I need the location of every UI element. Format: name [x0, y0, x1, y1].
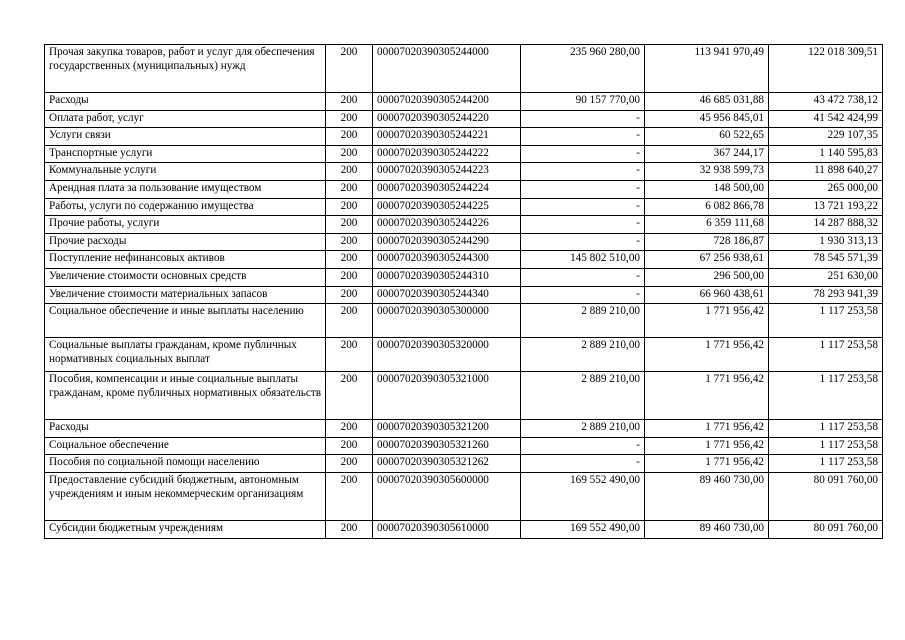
row-executed-amount-cell: 1 771 956,42 [645, 420, 769, 438]
row-classification-code-cell: 00007020390305244223 [373, 163, 521, 181]
row-name-cell: Работы, услуги по содержанию имущества [45, 198, 326, 216]
row-line-code-cell: 200 [326, 145, 373, 163]
row-approved-amount-cell: - [521, 145, 645, 163]
row-name-cell: Предоставление субсидий бюджетным, автономным учреждениям и иным некоммерческим организациям [45, 472, 326, 520]
row-line-code-cell: 200 [326, 216, 373, 234]
table-row [45, 93, 883, 111]
row-executed-amount-cell: 32 938 599,73 [645, 163, 769, 181]
row-approved-amount-cell: 2 889 210,00 [521, 338, 645, 372]
row-classification-code-cell: 00007020390305244290 [373, 233, 521, 251]
row-remaining-amount-cell: 78 545 571,39 [769, 251, 883, 269]
row-name-cell: Пособия по социальной помощи населению [45, 455, 326, 473]
row-remaining-amount-cell: 1 117 253,58 [769, 420, 883, 438]
row-remaining-amount-cell: 251 630,00 [769, 268, 883, 286]
row-classification-code-cell: 00007020390305321260 [373, 437, 521, 455]
row-name-cell: Прочая закупка товаров, работ и услуг для обеспечения государственных (муниципальных) нужд [45, 45, 326, 93]
row-approved-amount-cell: 2 889 210,00 [521, 304, 645, 338]
row-line-code-cell: 200 [326, 472, 373, 520]
row-approved-amount-cell: - [521, 198, 645, 216]
row-executed-amount-cell: 89 460 730,00 [645, 520, 769, 538]
table-row [45, 198, 883, 216]
row-name-cell: Оплата работ, услуг [45, 110, 326, 128]
table-row [45, 437, 883, 455]
row-classification-code-cell: 00007020390305321200 [373, 420, 521, 438]
row-approved-amount-cell: - [521, 455, 645, 473]
row-executed-amount-cell: 1 771 956,42 [645, 437, 769, 455]
row-line-code-cell: 200 [326, 520, 373, 538]
row-executed-amount-cell: 1 771 956,42 [645, 338, 769, 372]
row-line-code-cell: 200 [326, 420, 373, 438]
table-row [45, 268, 883, 286]
row-line-code-cell: 200 [326, 455, 373, 473]
row-classification-code-cell: 00007020390305244340 [373, 286, 521, 304]
row-approved-amount-cell: - [521, 286, 645, 304]
row-approved-amount-cell: 2 889 210,00 [521, 372, 645, 420]
row-name-cell: Транспортные услуги [45, 145, 326, 163]
row-name-cell: Социальное обеспечение [45, 437, 326, 455]
row-classification-code-cell: 00007020390305244221 [373, 128, 521, 146]
row-approved-amount-cell: - [521, 233, 645, 251]
row-remaining-amount-cell: 13 721 193,22 [769, 198, 883, 216]
row-classification-code-cell: 00007020390305244310 [373, 268, 521, 286]
table-row [45, 286, 883, 304]
row-classification-code-cell: 00007020390305300000 [373, 304, 521, 338]
row-executed-amount-cell: 367 244,17 [645, 145, 769, 163]
row-approved-amount-cell: 169 552 490,00 [521, 520, 645, 538]
table-row [45, 251, 883, 269]
row-remaining-amount-cell: 1 117 253,58 [769, 437, 883, 455]
row-executed-amount-cell: 60 522,65 [645, 128, 769, 146]
row-remaining-amount-cell: 1 930 313,13 [769, 233, 883, 251]
row-remaining-amount-cell: 229 107,35 [769, 128, 883, 146]
row-remaining-amount-cell: 1 117 253,58 [769, 304, 883, 338]
row-approved-amount-cell: - [521, 110, 645, 128]
row-remaining-amount-cell: 11 898 640,27 [769, 163, 883, 181]
row-executed-amount-cell: 296 500,00 [645, 268, 769, 286]
row-remaining-amount-cell: 1 117 253,58 [769, 338, 883, 372]
row-approved-amount-cell: - [521, 128, 645, 146]
row-line-code-cell: 200 [326, 372, 373, 420]
row-approved-amount-cell: 90 157 770,00 [521, 93, 645, 111]
row-executed-amount-cell: 45 956 845,01 [645, 110, 769, 128]
row-classification-code-cell: 00007020390305321000 [373, 372, 521, 420]
row-line-code-cell: 200 [326, 128, 373, 146]
row-remaining-amount-cell: 265 000,00 [769, 180, 883, 198]
budget-execution-table [44, 44, 883, 539]
row-name-cell: Субсидии бюджетным учреждениям [45, 520, 326, 538]
row-remaining-amount-cell: 1 140 595,83 [769, 145, 883, 163]
row-approved-amount-cell: 2 889 210,00 [521, 420, 645, 438]
row-executed-amount-cell: 113 941 970,49 [645, 45, 769, 93]
row-name-cell: Арендная плата за пользование имуществом [45, 180, 326, 198]
table-row [45, 338, 883, 372]
row-approved-amount-cell: 169 552 490,00 [521, 472, 645, 520]
row-classification-code-cell: 00007020390305244000 [373, 45, 521, 93]
table-row [45, 520, 883, 538]
table-row [45, 180, 883, 198]
row-classification-code-cell: 00007020390305610000 [373, 520, 521, 538]
row-remaining-amount-cell: 122 018 309,51 [769, 45, 883, 93]
row-remaining-amount-cell: 1 117 253,58 [769, 455, 883, 473]
row-classification-code-cell: 00007020390305321262 [373, 455, 521, 473]
table-row [45, 472, 883, 520]
row-executed-amount-cell: 1 771 956,42 [645, 304, 769, 338]
table-row [45, 455, 883, 473]
row-remaining-amount-cell: 1 117 253,58 [769, 372, 883, 420]
row-line-code-cell: 200 [326, 251, 373, 269]
row-approved-amount-cell: 145 802 510,00 [521, 251, 645, 269]
row-line-code-cell: 200 [326, 45, 373, 93]
row-approved-amount-cell: - [521, 180, 645, 198]
row-classification-code-cell: 00007020390305244300 [373, 251, 521, 269]
row-executed-amount-cell: 148 500,00 [645, 180, 769, 198]
row-name-cell: Расходы [45, 420, 326, 438]
table-body [45, 45, 883, 539]
row-approved-amount-cell: - [521, 216, 645, 234]
row-line-code-cell: 200 [326, 93, 373, 111]
row-name-cell: Социальное обеспечение и иные выплаты населению [45, 304, 326, 338]
row-classification-code-cell: 00007020390305244225 [373, 198, 521, 216]
row-line-code-cell: 200 [326, 110, 373, 128]
row-executed-amount-cell: 1 771 956,42 [645, 372, 769, 420]
row-line-code-cell: 200 [326, 198, 373, 216]
row-executed-amount-cell: 66 960 438,61 [645, 286, 769, 304]
table-row [45, 110, 883, 128]
row-line-code-cell: 200 [326, 304, 373, 338]
row-remaining-amount-cell: 80 091 760,00 [769, 520, 883, 538]
row-name-cell: Увеличение стоимости основных средств [45, 268, 326, 286]
row-approved-amount-cell: 235 960 280,00 [521, 45, 645, 93]
row-approved-amount-cell: - [521, 163, 645, 181]
table-row [45, 420, 883, 438]
row-executed-amount-cell: 6 082 866,78 [645, 198, 769, 216]
row-line-code-cell: 200 [326, 286, 373, 304]
table-row [45, 233, 883, 251]
table-row [45, 145, 883, 163]
row-name-cell: Услуги связи [45, 128, 326, 146]
row-line-code-cell: 200 [326, 437, 373, 455]
row-name-cell: Прочие расходы [45, 233, 326, 251]
table-row [45, 163, 883, 181]
row-executed-amount-cell: 6 359 111,68 [645, 216, 769, 234]
row-remaining-amount-cell: 43 472 738,12 [769, 93, 883, 111]
row-executed-amount-cell: 46 685 031,88 [645, 93, 769, 111]
row-classification-code-cell: 00007020390305244200 [373, 93, 521, 111]
row-classification-code-cell: 00007020390305244222 [373, 145, 521, 163]
row-remaining-amount-cell: 80 091 760,00 [769, 472, 883, 520]
row-remaining-amount-cell: 41 542 424,99 [769, 110, 883, 128]
row-executed-amount-cell: 1 771 956,42 [645, 455, 769, 473]
row-name-cell: Расходы [45, 93, 326, 111]
row-approved-amount-cell: - [521, 437, 645, 455]
row-remaining-amount-cell: 78 293 941,39 [769, 286, 883, 304]
row-classification-code-cell: 00007020390305600000 [373, 472, 521, 520]
table-row [45, 372, 883, 420]
row-name-cell: Увеличение стоимости материальных запасов [45, 286, 326, 304]
row-executed-amount-cell: 89 460 730,00 [645, 472, 769, 520]
row-line-code-cell: 200 [326, 338, 373, 372]
table-row [45, 128, 883, 146]
table-row [45, 45, 883, 93]
row-classification-code-cell: 00007020390305244226 [373, 216, 521, 234]
row-classification-code-cell: 00007020390305244220 [373, 110, 521, 128]
row-name-cell: Социальные выплаты гражданам, кроме публичных нормативных социальных выплат [45, 338, 326, 372]
row-name-cell: Прочие работы, услуги [45, 216, 326, 234]
row-classification-code-cell: 00007020390305320000 [373, 338, 521, 372]
table-row [45, 216, 883, 234]
row-approved-amount-cell: - [521, 268, 645, 286]
row-line-code-cell: 200 [326, 268, 373, 286]
row-name-cell: Пособия, компенсации и иные социальные выплаты гражданам, кроме публичных нормативных обязательств [45, 372, 326, 420]
row-executed-amount-cell: 67 256 938,61 [645, 251, 769, 269]
row-classification-code-cell: 00007020390305244224 [373, 180, 521, 198]
row-executed-amount-cell: 728 186,87 [645, 233, 769, 251]
row-line-code-cell: 200 [326, 180, 373, 198]
row-remaining-amount-cell: 14 287 888,32 [769, 216, 883, 234]
row-line-code-cell: 200 [326, 163, 373, 181]
table-row [45, 304, 883, 338]
row-name-cell: Коммунальные услуги [45, 163, 326, 181]
row-name-cell: Поступление нефинансовых активов [45, 251, 326, 269]
row-line-code-cell: 200 [326, 233, 373, 251]
